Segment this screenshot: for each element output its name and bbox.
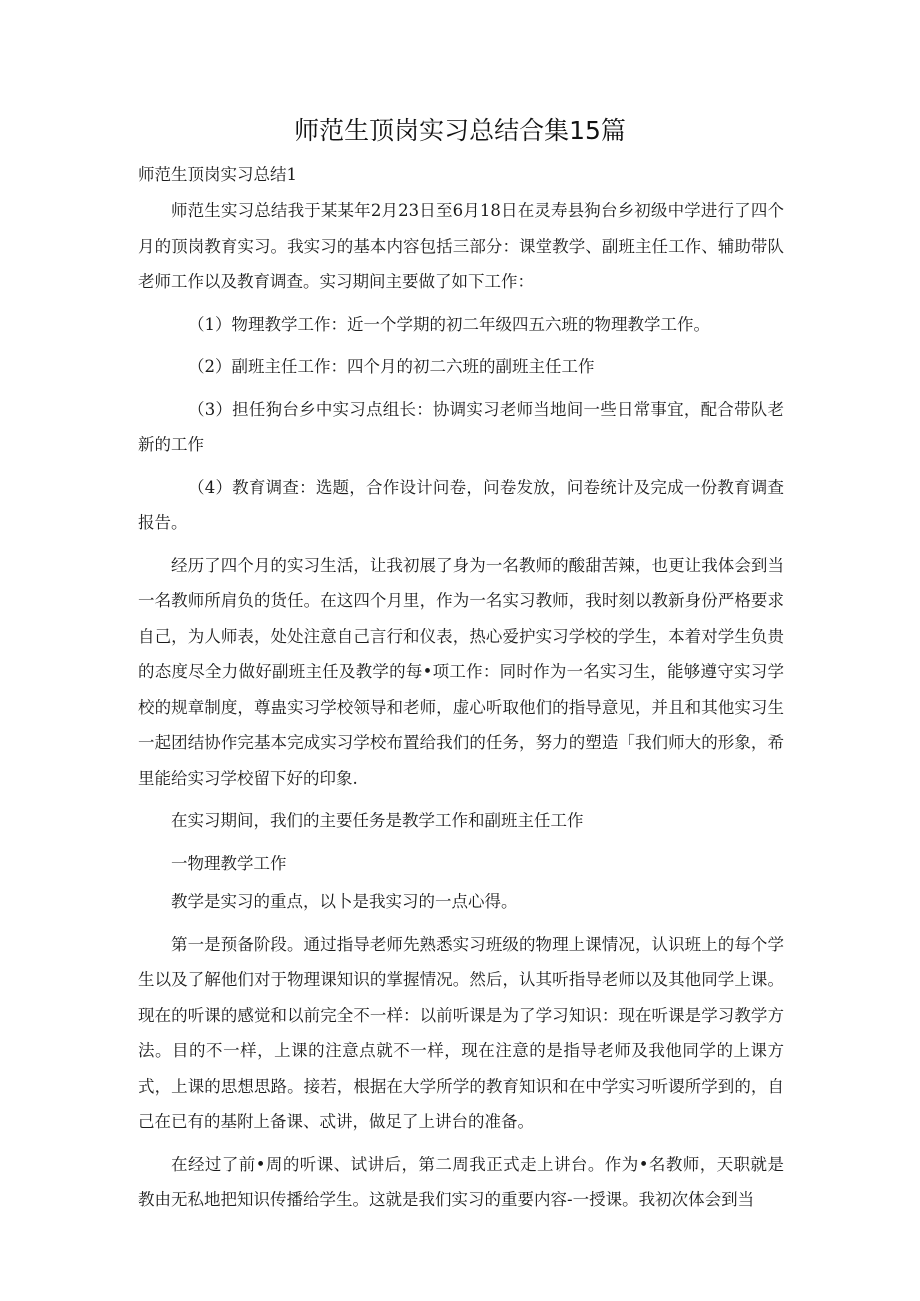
list-item-physics-teaching: （1）物理教学工作：近一个学期的初二年级四五六班的物理教学工作。	[188, 314, 710, 334]
paragraph-experience: 经历了四个月的实习生活，让我初展了身为一名教师的酸甜苦辣，也更让我体会到当一名教师所肩负的货任。在这四个月里，作为一名实习教师，我时刻以教新身份严格要求自己，为人师表，处处注意自己言行和仪表，热心爱护实习学校的学生，本着对学生负贵的态度尽全力做好副班主任及教学的每•项工作：同时作为一名实习生，能够遵守实习学校的规章制度，尊蛊实习学校领导和老师，虚心听取他们的指导意见，并且和其他实习生一起团结协作完基本完成实习学校布置给我们的任务，努力的塑造「我们师大的形象，希里能给实习学校留下好的印象.	[138, 555, 784, 788]
list-item-education-survey: （4）教育调查：选题，合作设计问卷，问卷发放，问卷统计及完成一份教育调查报告。	[138, 477, 784, 532]
paragraph-main-tasks: 在实习期间，我们的主要任务是教学工作和副班主任工作	[171, 811, 584, 830]
subsection-physics-teaching: 一物理教学工作	[171, 853, 287, 873]
document-title: 师范生顶岗实习总结合集15篇	[294, 116, 626, 145]
paragraph-intro: 师范生实习总结我于某某年2月23日至6月18日在灵寿县狗台乡初级中学进行了四个月的顶岗教育实习。我实习的基本内容包括三部分：课堂教学、副班主任工作、辅助带队老师工作以及教育调查。实习期间主要做了如下工作：	[138, 201, 784, 291]
paragraph-first-lecture: 在经过了前•周的听课、试讲后，第二周我正式走上讲台。作为•名教师，天职就是教由无私地把知识传播给学生。这就是我们实习的重要内容-一授课。我初次体会到当	[138, 1154, 784, 1209]
paragraph-preparation-stage: 第一是预备阶段。通过指导老师先熟悉实习班级的物理上课情况，认识班上的每个学生以及了解他们对于物理课知识的掌握情况。然后，认其听指导老师以及其他同学上课。现在的听课的感觉和以前完全不一样：以前听课是为了学习知识：现在听课是学习教学方法。目的不一样，上课的注意点就不一样，现在注意的是指导老师及我他同学的上课方式，上课的思想思路。接若，根据在大学所学的教育知识和在中学实习听谡所学到的，自己在已有的基附上备课、忒讲，做足了上讲台的准备。	[138, 934, 784, 1131]
list-item-assistant-head-teacher: （2）副班主任工作：四个月的初二六班的副班主任工作	[188, 357, 595, 376]
document-body	[138, 160, 784, 1225]
list-item-team-leader: （3）担任狗台乡中实习点组长：协调实习老师当地间一些日常事宜，配合带队老新的工作	[138, 399, 784, 454]
section-heading: 师范生顶岗实习总结1	[138, 165, 297, 184]
paragraph-teaching-focus: 教学是实习的重点，以卜是我实习的一点心得。	[171, 892, 518, 911]
